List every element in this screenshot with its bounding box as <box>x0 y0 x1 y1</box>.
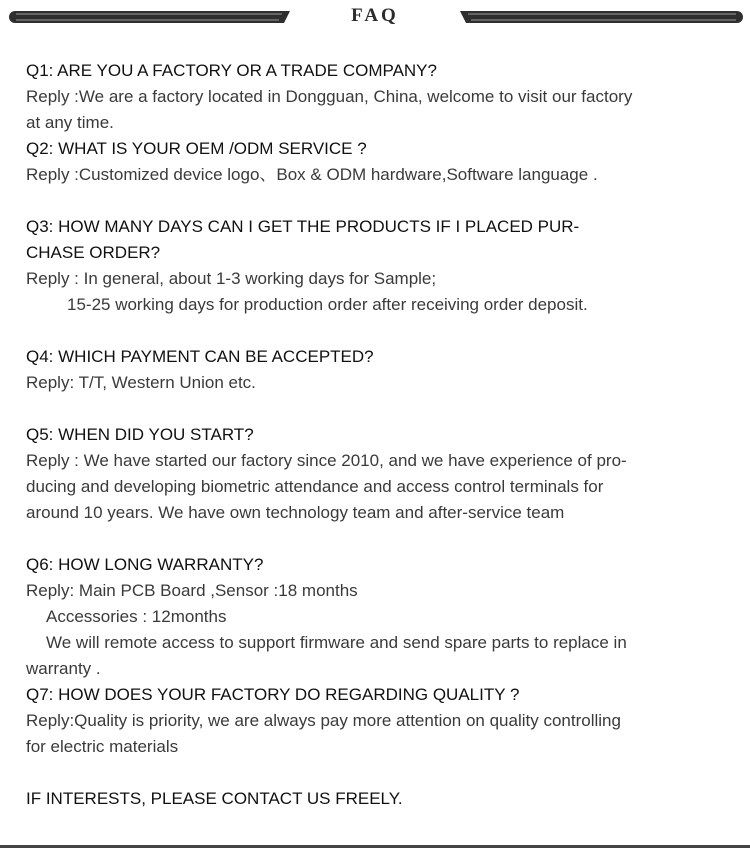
reply-q7-line2: for electric materials <box>26 737 179 756</box>
reply-q2-line1: Reply :Customized device logo、Box & ODM hardware,Software language . <box>26 165 598 184</box>
question-q2: Q2: WHAT IS YOUR OEM /ODM SERVICE ? <box>26 139 367 158</box>
reply-q3-line1: Reply : In general, about 1-3 working days for Sample; <box>26 269 437 288</box>
reply-q4-line1: Reply: T/T, Western Union etc. <box>26 373 256 392</box>
question-q1: Q1: ARE YOU A FACTORY OR A TRADE COMPANY? <box>26 61 437 80</box>
reply-q1-line2: at any time. <box>26 113 114 132</box>
question-q3-line1: Q3: HOW MANY DAYS CAN I GET THE PRODUCTS IF I PLACED PUR- <box>26 217 580 236</box>
reply-q1-line1: Reply :We are a factory located in Dongguan, China, welcome to visit our factory <box>26 87 633 106</box>
banner-bar-left <box>8 10 290 24</box>
faq-item-q1 <box>26 58 726 136</box>
banner-bar-right <box>460 10 744 24</box>
faq-item-q6 <box>26 552 726 682</box>
reply-q5-line3: around 10 years. We have own technology team and after-service team <box>26 503 565 522</box>
page-title: FAQ <box>351 5 399 26</box>
question-q7: Q7: HOW DOES YOUR FACTORY DO REGARDING QUALITY ? <box>26 685 520 704</box>
faq-banner <box>0 0 750 40</box>
closing-note: IF INTERESTS, PLEASE CONTACT US FREELY. <box>26 789 403 808</box>
reply-q6-line2: Accessories : 12months <box>46 607 227 626</box>
question-q4: Q4: WHICH PAYMENT CAN BE ACCEPTED? <box>26 347 374 366</box>
reply-q6-line3: We will remote access to support firmware and send spare parts to replace in <box>46 633 627 652</box>
reply-q5-line1: Reply : We have started our factory since 2010, and we have experience of pro- <box>26 451 627 470</box>
question-q6: Q6: HOW LONG WARRANTY? <box>26 555 264 574</box>
question-q5: Q5: WHEN DID YOU START? <box>26 425 254 444</box>
bottom-divider <box>0 845 750 848</box>
reply-q6-line4: warranty . <box>26 659 101 678</box>
faq-item-q2 <box>26 136 726 188</box>
faq-item-q4 <box>26 344 726 396</box>
reply-q7-line1: Reply:Quality is priority, we are always pay more attention on quality controlling <box>26 711 621 730</box>
reply-q3-line2: 15-25 working days for production order after receiving order deposit. <box>67 295 588 314</box>
reply-q5-line2: ducing and developing biometric attendance and access control terminals for <box>26 477 604 496</box>
faq-item-q7 <box>26 682 726 760</box>
faq-content <box>26 58 726 812</box>
faq-item-q3 <box>26 214 726 318</box>
reply-q6-line1: Reply: Main PCB Board ,Sensor :18 months <box>26 581 358 600</box>
question-q3-line2: CHASE ORDER? <box>26 243 161 262</box>
faq-item-q5 <box>26 422 726 526</box>
